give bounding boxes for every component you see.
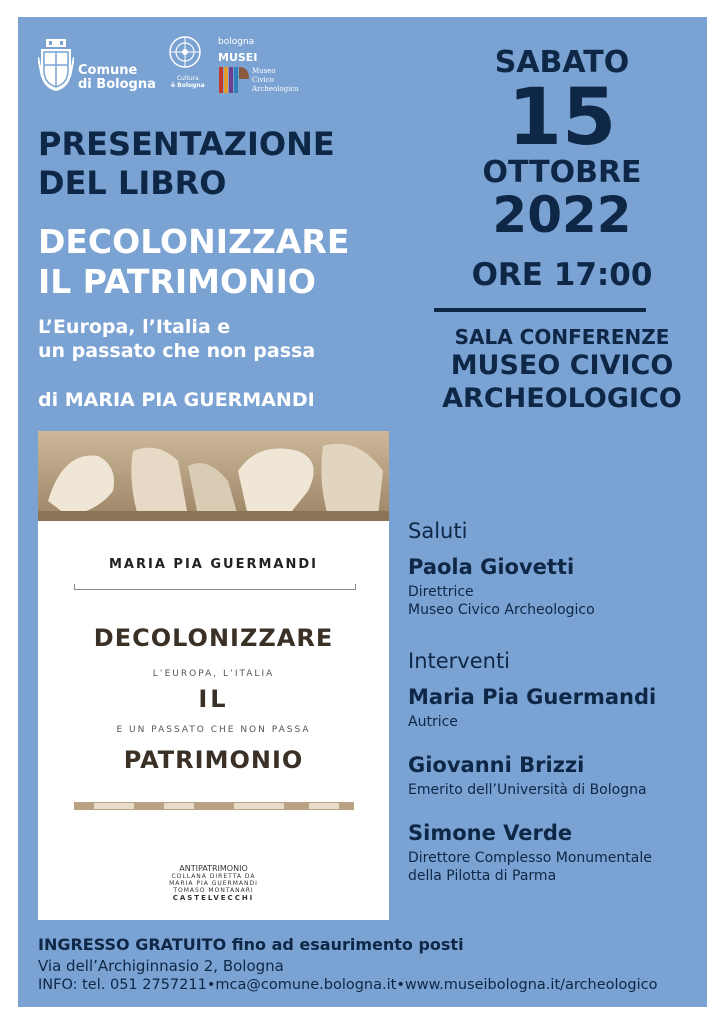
marble-frieze-picture (38, 431, 389, 521)
cover-title-line-1: DECOLONIZZARE (93, 624, 334, 652)
cover-rule (74, 584, 356, 590)
event-venue: MUSEO CIVICO ARCHEOLOGICO (442, 350, 682, 414)
cultura-bologna-mark-icon (168, 35, 202, 69)
divider (434, 308, 646, 312)
cover-frieze-strip (74, 802, 354, 810)
comune-bologna-crest-logo (38, 37, 74, 93)
cover-author: MARIA PIA GUERMANDI (108, 557, 318, 572)
book-author: di MARIA PIA GUERMANDI (38, 389, 315, 411)
musei-logo-word: MUSEI (218, 51, 258, 64)
book-subtitle: L’Europa, l’Italia e un passato che non passa (38, 316, 316, 362)
speaker-role: Autrice (408, 714, 458, 730)
event-time: ORE 17:00 (471, 257, 653, 293)
musei-logo-city: bologna (218, 37, 255, 47)
musei-color-bars-icon (219, 67, 249, 93)
contact-info: INFO: tel. 051 2757211•mca@comune.bologna.it•www.museibologna.it/archeologico (38, 977, 658, 993)
speaker-name: Paola Giovetti (408, 555, 575, 579)
speaker-name: Simone Verde (408, 821, 573, 845)
cover-subtitle-line-2: E UN PASSATO CHE NON PASSA (116, 725, 311, 735)
cover-title-line-2: IL (198, 685, 229, 713)
musei-bologna-logo (218, 37, 328, 97)
event-month: OTTOBRE (482, 155, 642, 190)
event-year: 2022 (492, 186, 632, 244)
speaker-role: Emerito dell’Università di Bologna (408, 782, 647, 798)
saluti-heading: Saluti (408, 519, 468, 543)
cover-subtitle-line-1: L’EUROPA, L’ITALIA (152, 669, 275, 679)
venue-address: Via dell’Archiginnasio 2, Bologna (38, 957, 284, 975)
comune-di-bologna-logo-text: Comune di Bologna (78, 63, 156, 92)
speaker-role: Direttore Complesso Monumentale della Pilotta di Parma (408, 850, 652, 884)
presentation-heading: PRESENTAZIONE DEL LIBRO (38, 125, 335, 202)
book-cover-image (38, 431, 389, 920)
event-room: SALA CONFERENZE (454, 325, 670, 349)
event-day: 15 (507, 73, 617, 163)
cover-publisher: CASTELVECCHI (172, 894, 255, 902)
cultura-bologna-logo-text: Cultura è Bologna (171, 75, 205, 89)
event-weekday: SABATO (494, 45, 630, 80)
cover-series-block: ANTIPATRIMONIO COLLANA DIRETTA DA MARIA PIA GUERMANDI TOMASO MONTANARI CASTELVECCHI (38, 864, 389, 902)
cover-title-line-3: PATRIMONIO (123, 746, 304, 774)
poster (18, 17, 707, 1007)
speaker-name: Giovanni Brizzi (408, 753, 585, 777)
free-entry-notice: INGRESSO GRATUITO fino ad esaurimento posti (38, 935, 464, 954)
interventi-heading: Interventi (408, 649, 511, 673)
speaker-role: Direttrice Museo Civico Archeologico (408, 584, 595, 618)
museo-civico-logo-text: Museo Civico Archeologico (252, 67, 299, 93)
book-title: DECOLONIZZARE IL PATRIMONIO (38, 222, 350, 301)
speaker-name: Maria Pia Guermandi (408, 685, 657, 709)
cover-series-name: ANTIPATRIMONIO (179, 864, 248, 873)
